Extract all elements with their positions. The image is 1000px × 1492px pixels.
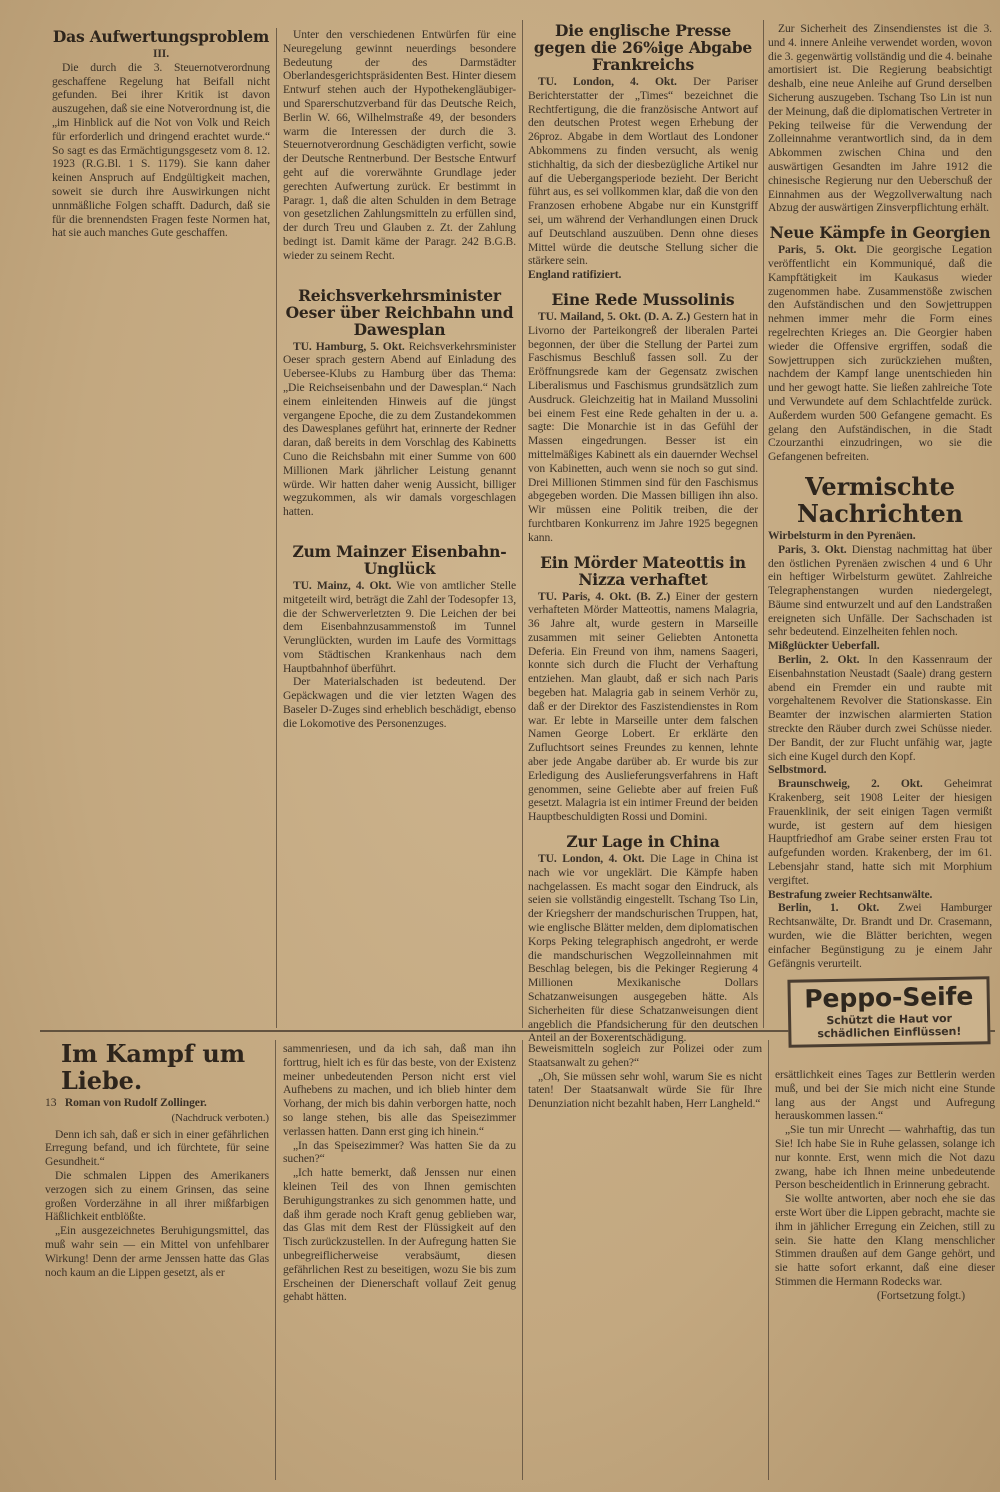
column-1	[52, 28, 270, 240]
item-text: Geheimrat Krakenberg, seit 1908 Leiter der hiesigen Frauenklinik, der seit einigen Tagen vermißt wurde, ist gestern auf dem hiesigen Hauptfriedhof am Grabe seiner ersten Frau tot aufgefunden worden. Krakenberg, der im 61. Lebensjahr stand, hatte sich mit Morphium vergiftet.	[768, 777, 992, 887]
headline: Neue Kämpfe in Georgien	[769, 223, 991, 243]
article-text: Die georgische Legation veröffentlicht ein Kommuniqué, daß die Kampftätigkeit im Kaukasus wieder zugenommen habe. Zusammenstöße zwischen den Aufständischen und den Sowjettruppen nehmen immer mehr die Form eines regelrechten Krieges an. Die Georgier haben wieder die Offensive ergriffen, sodaß die Sowjettruppen sich zurückziehen mußten, nachdem der Kampf lange unentschieden hin und her gewogt hatte. Sie ließen zahlreiche Tote und Verwundete auf dem Schlachtfelde zurück. Außerdem wurden 500 Gefangene gemacht. Es gelang den Aufständischen, in die Stadt Czourzanthi einzudringen, wo sie die Gefangenen befreiten.	[768, 243, 992, 464]
paragraph: Sie wollte antworten, aber noch ehe sie das erste Wort über die Lippen gebracht, machte sie ihm in jählicher Erregung ein Zeichen, still zu sein. Sie hatte den Klang menschlicher Stimmen draußen auf dem Gange gehört, und sie hatte sofort erkannt, daß eine dieser Stimmen die Hermann Rodecks war.	[775, 1192, 995, 1288]
dateline: Braunschweig, 2. Okt.	[778, 777, 923, 791]
copyright-notice: (Nachdruck verboten.)	[171, 1111, 269, 1124]
article	[528, 833, 758, 1045]
paragraph: „Oh, Sie müssen sehr wohl, warum Sie es nicht taten! Der Staatsanwalt würde Sie für Ihre Denunziation nicht bezahlt haben, Herr Langheld.“	[528, 1069, 762, 1111]
dateline: TU. Hamburg, 5. Okt.	[293, 339, 405, 353]
serial-author: Roman von Rudolf Zollinger.	[64, 1096, 207, 1109]
part-number: III.	[152, 47, 170, 60]
subheading: Wirbelsturm in den Pyrenäen.	[768, 528, 916, 542]
subheading: Mißglückter Ueberfall.	[768, 639, 880, 653]
dateline: TU. London, 4. Okt.	[538, 852, 645, 866]
column-rule	[522, 20, 523, 1028]
news-item	[768, 888, 992, 971]
ad-slogan: schädlichen Einflüssen!	[817, 1025, 962, 1041]
article	[283, 543, 516, 731]
article-text: Einer der gestern verhafteten Mörder Matteottis, namens Malagria, 36 Jahre alt, wurde gestern in Marseille zusammen mit seiner Geliebten Antonetta Deferia. Ein Freund von ihm, namens Saageri, konnte sich durch die Flucht der Verhaftung entziehen. Man glaubt, daß er sich nach Paris begeben hat. Malagria gab in seinem Verhör zu, daß er der Direktor des Faszistendienstes in Rom war. Er lebte in Marseille unter dem falschen Namen George Lobert. Er erklärte den Zufluchtsort seines Freundes zu kennen, lehnte aber jede Angabe darüber ab. Er wurde bis zur Erledigung des Auslieferungsverfahrens in Haft genommen, seine Geliebte aber auf freien Fuß gesetzt. Malagria ist ein intimer Freund der beiden Hauptbeschuldigten Rossi und Domini.	[528, 589, 758, 824]
article	[283, 287, 516, 519]
column-3	[528, 22, 758, 1045]
dateline: TU. London, 4. Okt.	[538, 75, 677, 88]
paragraph: Der Materialschaden ist bedeutend. Der Gepäckwagen und die vier letzten Wagen des Baseler D-Zuges sind erheblich beschädigt, ebenso die Lokomotive des Personenzuges.	[283, 675, 516, 730]
article-text: Reichsverkehrsminister Oeser sprach gestern Abend auf Einladung des Uebersee-Klubs zu Hamburg über das Thema: „Die Reichseisenbahn und der Dawesplan.“ Nach einem einleitenden Hinweis auf die jüngst vergangene Epoche, die zu dem Zustandekommen des Dawesplanes geführt hat, erinnerte der Redner daran, daß bereits in dem Vorschlag des Kabinetts Cuno die Reichsbahn mit einer Summe von 600 Millionen Mark jährlicher Leistung genannt würde. Wir hatten daher wenig Aussicht, billiger wegzukommen, als wir damals vorgeschlagen hatten.	[283, 339, 516, 519]
column-rule	[522, 1040, 523, 1480]
paragraph: Denn ich sah, daß er sich in einer gefährlichen Erregung befand, und ich fürchtete, für seine Gesundheit.“	[45, 1127, 269, 1169]
article	[528, 554, 758, 825]
headline: Ein Mörder Mateottis in Nizza verhaftet	[540, 552, 746, 589]
article-text: Wie von amtlicher Stelle mitgeteilt wird, beträgt die Zahl der Todesopfer 13, die der Schwerverletzten 9. Die Leichen der bei dem Eisenbahnzusammenstoß im Tunnel Verunglückten, wurden im Laufe des Vormittags vom Städtischen Krankenhaus nach dem Hauptbahnhof überführt.	[283, 578, 516, 675]
paragraph: „Ich hatte bemerkt, daß Jenssen nur einen kleinen Teil des von Ihnen gemischten Beruhigungstrankes zu sich genommen hatte, und daß ihm gerade noch Kraft genug geblieben war, das Glas mit dem Rest der Flüssigkeit auf den Tisch zurückzustellen. In der Aufregung hatten Sie unbegreiflicherweise verabsäumt, diesen gefährlichen Rest zu beseitigen, wozu Sie bis zum Erscheinen der Dienerschaft vollauf Zeit genug gehabt hätten.	[283, 1166, 516, 1304]
paragraph: „In das Speisezimmer? Was hatten Sie da zu suchen?“	[283, 1138, 516, 1166]
item-text: In den Kassenraum der Eisenbahnstation Neustadt (Saale) drang gestern abend ein Fremder ein und raubte mit vorgehaltenem Revolver die Stationskasse. Ein Beamter der inzwischen alarmierten Station streckte den Räuber durch zwei Schüsse nieder. Der Bandit, der zur Flucht unfähig war, jagte sich eine Kugel durch den Kopf.	[768, 653, 993, 763]
article	[528, 22, 758, 282]
column-2	[283, 28, 516, 731]
news-item	[768, 639, 992, 763]
miscellaneous-news	[768, 473, 992, 971]
headline: Die englische Presse gegen die 26%ige Abgabe Frankreichs	[533, 21, 753, 74]
paragraph: Beweismitteln sogleich zur Polizei oder zum Staatsanwalt zu gehen?“	[528, 1042, 762, 1069]
headline: Das Aufwertungsproblem	[52, 27, 270, 46]
paragraph: Zur Sicherheit des Zinsendienstes ist die 3. und 4. innere Anleihe verwendet worden, wovon die 3. gegenwärtig vollständig und die 4. beinahe amortisiert ist. Die Regierung beabsichtigt deshalb, eine neue Anleihe auf Grund derselben Sicherung auszugeben. Tschang Tso Lin ist nun der Meinung, daß die diplomatischen Vertreter in Peking teilweise für die Verwendung der Zolleinnahme verantwortlich sind, da in dem Abkommen zwischen China und den auswärtigen Gesandten im Jahre 1912 die chinesische Regierung nur den Ueberschuß der Einnahmen aus der Wegzollverwaltung nach Abzug der auswärtigen Zinsverpflichtung erhält.	[768, 22, 992, 215]
dateline: TU. Paris, 4. Okt. (B. Z.)	[538, 589, 671, 603]
column-4	[768, 22, 992, 1046]
dateline: Paris, 3. Okt.	[778, 542, 847, 556]
column-rule	[276, 28, 277, 1028]
subheading: England ratifiziert.	[528, 268, 622, 282]
serial-title: Im Kampf um Liebe.	[61, 1039, 245, 1095]
section-title: Vermischte Nachrichten	[796, 471, 964, 528]
article-text: Die Lage in China ist nach wie vor ungeklärt. Die Kämpfe haben nachgelassen. Es macht sogar den Eindruck, als seien sie vollständig eingestellt. Tschang Tso Lin, der Kriegsherr der mandschurischen Truppen, hat, wie englische Blätter melden, dem diplomatischen Korps Peking telegraphisch angedroht, er werde die mandschurischen Wegzolleinnahmen mit Beschlag belegen, bis die Pekinger Regierung 4 Millionen Mexikanische Dollars Schatzanweisungen ausgegeben hätte. Als Sicherheiten für diese Schatzanweisungen dient angeblich die Pfandsicherung für den deutschen Anteil an der Boxerentschädigung.	[528, 852, 758, 1045]
column-rule	[275, 1040, 276, 1480]
paragraph: Die durch die 3. Steuernotverordnung geschaffene Regelung hat Beifall nicht gefunden. Bei ihrer Kritik ist davon auszugehen, daß sie eine Notverordnung ist, die „im Hinblick auf die Not von Volk und Reich für erforderlich und dringend erachtet wurde.“ So sagt es das Ermächtigungsgesetz vom 8. 12. 1923 (R.G.Bl. 1 S. 1179). Sie kann daher keinen Anspruch auf Endgültigkeit machen, soweit sie durch ihre Auswirkungen nicht unnmäßliche Folgen schafft. Dadurch, daß sie für die brennendsten Fragen feste Normen hat, hat sie auch manches Gute geschaffen.	[52, 60, 270, 240]
dateline: Berlin, 1. Okt.	[778, 901, 880, 915]
soap-advertisement	[787, 977, 990, 1049]
subheading: Bestrafung zweier Rechtsanwälte.	[768, 887, 933, 901]
dateline: Berlin, 2. Okt.	[778, 653, 860, 667]
article-text: Gestern hat in Livorno der Parteikongreß der liberalen Partei begonnen, der über die Stellung der Partei zum Faschismus Beschluß fassen soll. Zu der Eröffnungsrede kam der Gegensatz zwischen Liberalismus und Faschismus grundsätzlich zum Ausdruck. Gleichzeitig hat in Mailand Mussolini bei einem Fest eine Rede gehalten in der u. a. sagte: Die Monarchie ist in das Gefühl der Massen eingedrungen. Besser ist ein mittelmäßiges Kabinett als ein dauernder Wechsel von Kabinetten, auch wenn sie noch so gut sind. Drei Millionen Stimmen sind für den Faschismus abgegeben worden. Die Massen billigen ihn also. Wir müssen eine Politik treiben, die der furchtbaren Konkurrenz im Jahre 1925 begegnen kann.	[528, 309, 758, 544]
serial-column-4	[775, 1068, 995, 1303]
installment-number: 13	[45, 1096, 57, 1109]
paragraph: „Sie tun mir Unrecht — wahrhaftig, das tun Sie! Ich habe Sie in Ruhe gelassen, solange ich nur konnte. Erst, wenn mich die Not dazu zwang, habe ich Ihnen meine unbedeutende Person bescheidentlich in Erinnerung gebracht.	[775, 1123, 995, 1192]
serial-column-2	[283, 1042, 516, 1304]
paragraph: ersättlichkeit eines Tages zur Bettlerin werden muß, und bei der Sie mich nicht eine Stunde lang aus der Angst und Aufregung herauskommen lassen.“	[775, 1068, 995, 1123]
serial-column-1	[45, 1040, 269, 1279]
headline: Reichsverkehrsminister Oeser über Reichbahn und Dawesplan	[285, 285, 514, 339]
paragraph: „Ein ausgezeichnetes Beruhigungsmittel, das muß wahr sein — ein Mittel von unfehlbarer Wirkung! Denn der arme Jenssen hatte das Glas noch kaum an die Lippen gesetzt, als er	[45, 1224, 269, 1279]
headline: Zur Lage in China	[566, 832, 720, 852]
ad-slogan: Schützt die Haut vor	[826, 1012, 952, 1028]
item-text: Dienstag nachmittag hat über den östlichen Pyrenäen zwischen 4 und 6 Uhr ein heftiger Wirbelsturm gewütet. Zahlreiche Telegraphenstangen wurden niedergelegt, Bäume sind entwurzelt und auf den Landstraßen ereigneten sich Unfälle. Der Sachschaden ist sehr bedeutend. Einzelheiten fehlen noch.	[768, 542, 992, 639]
dateline: Paris, 5. Okt.	[778, 243, 857, 257]
headline: Eine Rede Mussolinis	[551, 289, 735, 309]
headline: Zum Mainzer Eisenbahn-Unglück	[292, 541, 507, 578]
serial-column-3	[528, 1042, 762, 1111]
dateline: TU. Mailand, 5. Okt. (D. A. Z.)	[538, 309, 691, 323]
paragraph: Unter den verschiedenen Entwürfen für eine Neuregelung gewinnt neuerdings besondere Bedeutung der des Darmstädter Oberlandesgerichtspräsidenten Best. Hinter diesem Entwurf stehen auch der Hypothekengläubiger- und Sparerschutzverband für das Deutsche Reich, Berlin W. 66, Wilhelmstraße 49, der besonders warm die Interessen der durch die 3. Steuernotverordnung Geschädigten verficht, sowie der Deutsche Rentnerbund. Der Bestsche Entwurf geht auf die vorerwähnte Grundlage jeder gerechten Aufwertung zurück. Er bestimmt in Paragr. 1, daß die alten Schulden in dem Betrage von gesetzlichen Zahlungsmitteln zu erfüllen sind, der durch Treu und Glauben z. Zt. der Zahlung bedingt ist. Damit käme der Paragr. 242 B.G.B. wieder zu seinem Recht.	[283, 28, 516, 262]
news-item	[768, 763, 992, 887]
article	[528, 291, 758, 545]
news-item	[768, 529, 992, 639]
paragraph: sammenriesen, und da ich sah, daß man ihn forttrug, hielt ich es für das beste, von der Existenz meiner unbedeutenden Person nicht erst viel Aufhebens zu machen, und ich blieb hinter dem Vorhang, der mich bis dahin verborgen hatte, noch so lange stehen, bis alle das Speisezimmer verlassen hatten. Dann erst ging ich hinein.“	[283, 1042, 516, 1138]
item-text: Zwei Hamburger Rechtsanwälte, Dr. Brandt und Dr. Crasemann, wurden, wie die Blätter berichten, wegen einfacher Begünstigung zu je einem Jahr Gefängnis verurteilt.	[768, 901, 992, 970]
paragraph: Die schmalen Lippen des Amerikaners verzogen sich zu einem Grinsen, das seine großen Vorderzähne in all ihrer mißfarbigen Häßlichkeit entblößte.	[45, 1168, 269, 1224]
dateline: TU. Mainz, 4. Okt.	[293, 578, 392, 592]
article	[768, 224, 992, 464]
column-rule	[768, 1040, 769, 1480]
ad-brand: Peppo-Seife	[804, 981, 974, 1014]
continued-notice: (Fortsetzung folgt.)	[876, 1288, 965, 1302]
subheading: Selbstmord.	[768, 763, 827, 777]
article-text: Der Pariser Berichterstatter der „Times“ bezeichnet die Rechtfertigung, die die französische Antwort auf den deutschen Protest wegen Erhebung der 26proz. Abgabe in dem Wortlaut des Londoner Abkommens zu finden versucht, als wenig stichhaltig, da sich der diesbezügliche Artikel nur auf die Uebergangsperiode bezieht. Der Bericht führt aus, es sei vollkommen klar, daß die von den Franzosen erhobene Abgabe nur ein Kunstgriff sei, um während der Verhandlungen einen Druck auf Deutschland auszuüben. Denn ohne dieses Mittel würde die deutsche Stellung sicher die stärkere sein.	[528, 75, 759, 268]
column-rule	[763, 20, 764, 1028]
